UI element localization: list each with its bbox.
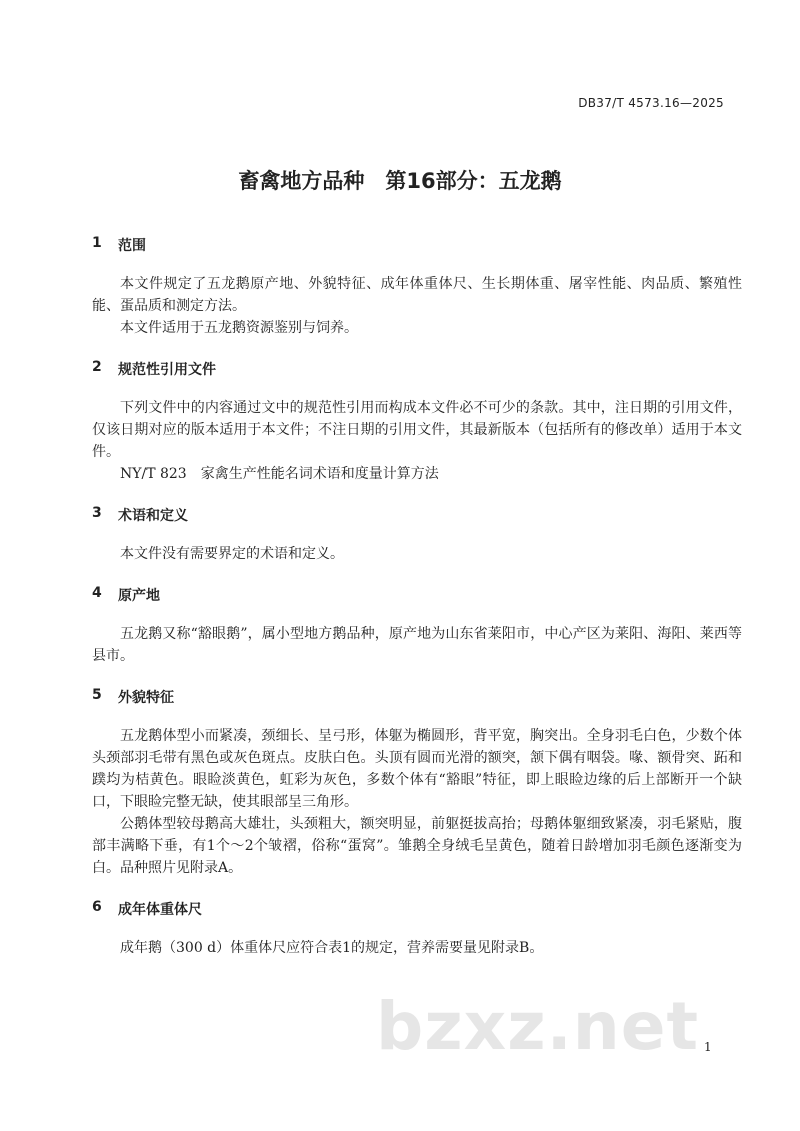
- paragraph: 五龙鹅体型小而紧凑，颈细长、呈弓形，体躯为椭圆形，背平宽，胸突出。全身羽毛白色，少数个体头颈部羽毛带有黑色或灰色斑点。皮肤白色。头顶有圆而光滑的额突，颔下偶有咽袋。喙、额骨突、跖和蹼均为桔黄色。眼睑淡黄色，虹彩为灰色，多数个体有“豁眼”特征，即上眼睑边缘的后上部断开一个缺口，下眼睑完整无缺，使其眼部呈三角形。: [92, 728, 742, 810]
- page-number: 1: [704, 1040, 712, 1054]
- section-title: 范围: [118, 238, 146, 254]
- section-adult-weight-size: [92, 899, 742, 959]
- section-title: 术语和定义: [118, 508, 188, 524]
- page-title: 畜禽地方品种 第16部分：五龙鹅: [238, 169, 562, 193]
- section-heading: [92, 899, 742, 919]
- section-title: 原产地: [118, 588, 160, 604]
- paragraph: 成年鹅（300 d）体重体尺应符合表1的规定，营养需要量见附录B。: [120, 940, 544, 956]
- watermark: bzxz.net: [376, 988, 700, 1065]
- section-heading: [92, 585, 742, 605]
- section-origin: [92, 585, 742, 667]
- section-number: 2: [92, 359, 102, 375]
- paragraph: 五龙鹅又称“豁眼鹅”，属小型地方鹅品种，原产地为山东省莱阳市，中心产区为莱阳、海阳、莱西等县市。: [92, 626, 742, 664]
- paragraph: 本文件规定了五龙鹅原产地、外貌特征、成年体重体尺、生长期体重、屠宰性能、肉品质、繁殖性能、蛋品质和测定方法。: [92, 276, 742, 314]
- section-terms-definitions: [92, 505, 742, 565]
- section-title: 规范性引用文件: [118, 362, 216, 378]
- section-heading: [92, 359, 742, 379]
- paragraph: 公鹅体型较母鹅高大雄壮，头颈粗大，额突明显，前躯挺拔高抬；母鹅体躯细致紧凑，羽毛紧贴，腹部丰满略下垂，有1个～2个皱褶，俗称“蛋窝”。雏鹅全身绒毛呈黄色，随着日龄增加羽毛颜色逐渐变为白。品种照片见附录A。: [92, 816, 742, 876]
- section-title: 成年体重体尺: [118, 902, 202, 918]
- section-number: 4: [92, 585, 102, 601]
- document-body: [92, 235, 742, 959]
- section-title: 外貌特征: [118, 690, 174, 706]
- section-normative-references: [92, 359, 742, 485]
- document-code: DB37/T 4573.16—2025: [578, 96, 724, 110]
- section-heading: [92, 235, 742, 255]
- section-heading: [92, 687, 742, 707]
- section-number: 1: [92, 235, 102, 251]
- section-number: 5: [92, 687, 102, 703]
- reference-entry: NY/T 823 家禽生产性能名词术语和度量计算方法: [120, 466, 439, 482]
- section-scope: [92, 235, 742, 339]
- paragraph: 本文件适用于五龙鹅资源鉴别与饲养。: [120, 320, 358, 336]
- section-number: 6: [92, 899, 102, 915]
- paragraph: 本文件没有需要界定的术语和定义。: [120, 546, 344, 562]
- section-number: 3: [92, 505, 102, 521]
- section-appearance: [92, 687, 742, 879]
- paragraph: 下列文件中的内容通过文中的规范性引用而构成本文件必不可少的条款。其中，注日期的引用文件，仅该日期对应的版本适用于本文件；不注日期的引用文件，其最新版本（包括所有的修改单）适用于本文件。: [92, 400, 742, 460]
- section-heading: [92, 505, 742, 525]
